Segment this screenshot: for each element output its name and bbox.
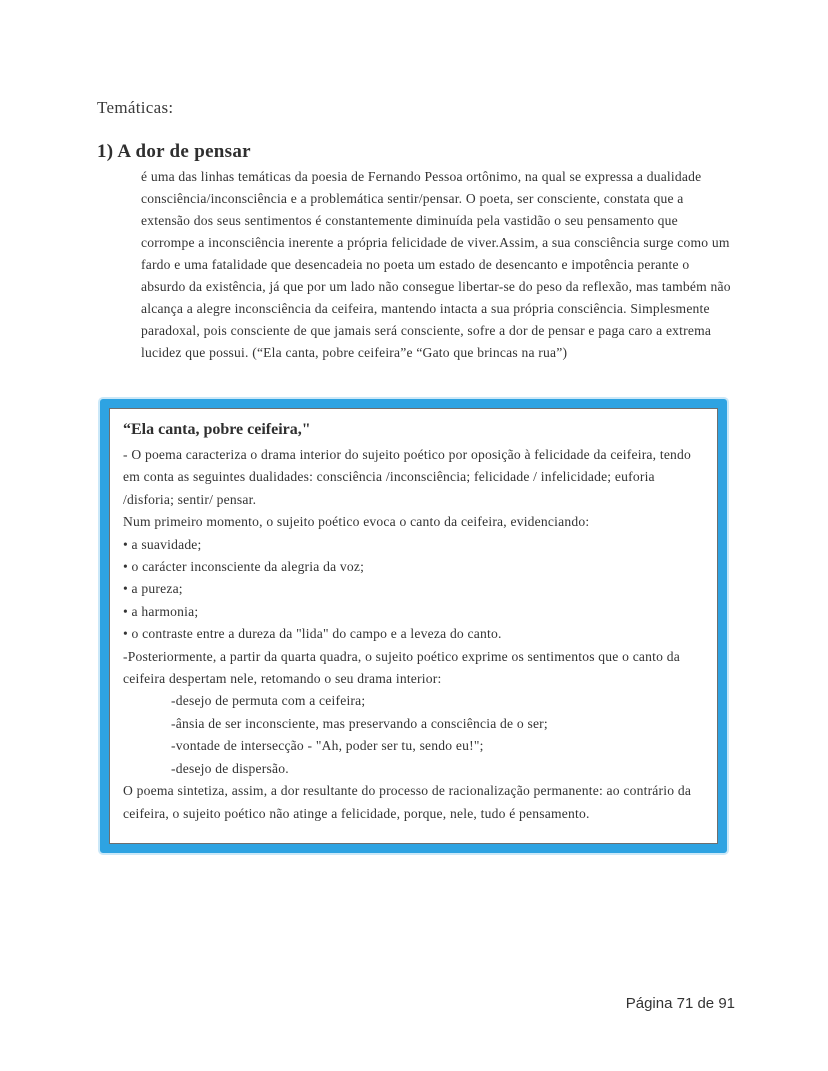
page-number: Página 71 de 91 [625,995,735,1012]
bullet-item: • a harmonia; [123,603,199,619]
bullet-item: • a suavidade; [123,536,202,552]
bullet-item: • a pureza; [123,581,183,597]
quote-box-inner [109,408,718,844]
quote-box-second-moment: -Posteriormente, a partir da quarta quadra, o sujeito poético exprime os sentimentos que o canto da ceifeira despertam nele, retomando o seu drama interior: [123,648,680,687]
page-heading: Temáticas: [97,98,174,117]
sub-item: -desejo de dispersão. [171,760,289,776]
quote-box-conclusion: O poema sintetiza, assim, a dor resultante do processo de racionalização permanente: ao contrário da ceifeira, o sujeito poético não atinge a felicidade, porque, nele, tudo é pensamento. [123,783,692,821]
sub-item: -vontade de intersecção - "Ah, poder ser tu, sendo eu!"; [171,738,484,754]
bullet-item: • o contraste entre a dureza da "lida" do campo e a leveza do canto. [123,626,502,642]
sub-item: -ânsia de ser inconsciente, mas preservando a consciência de o ser; [171,715,548,731]
quote-box [100,399,727,853]
sub-item: -desejo de permuta com a ceifeira; [171,693,366,709]
quote-box-first-moment: Num primeiro momento, o sujeito poético evoca o canto da ceifeira, evidenciando: [123,514,590,530]
section-paragraph: é uma das linhas temáticas da poesia de Fernando Pessoa ortônimo, na qual se expressa a dualidade consciência/inconsciência e a problemática sentir/pensar. O poeta, ser consciente, constata que a extensão dos seus sentimentos é constantemente diminuída pela vastidão o seu pensamento que corrompe a inconsciência inerente a própria felicidade de viver.Assim, a sua consciência surge como um fardo e uma fatalidade que desencadeia no poeta um estado de desencanto e impotência perante o absurdo da existência, já que por um lado não consegue libertar-se do peso da reflexão, mas também não alcança a alegre inconsciência da ceifeira, mantendo intacta a sua própria consciência. Simplesmente paradoxal, pois consciente de que jamais será consciente, sofre a dor de pensar e paga caro a extrema lucidez que possui. (“Ela canta, pobre ceifeira”e “Gato que brincas na rua”) [141,169,731,360]
quote-box-title: “Ela canta, pobre ceifeira," [123,421,311,438]
section-title: 1) A dor de pensar [97,141,251,162]
bullet-item: • o carácter inconsciente da alegria da voz; [123,559,365,575]
quote-box-intro: - O poema caracteriza o drama interior do sujeito poético por oposição à felicidade da ceifeira, tendo em conta as seguintes dualidades: consciência /inconsciência; felicidade / infelicidade; euforia /disforia; sentir/ pensar. [123,447,692,507]
